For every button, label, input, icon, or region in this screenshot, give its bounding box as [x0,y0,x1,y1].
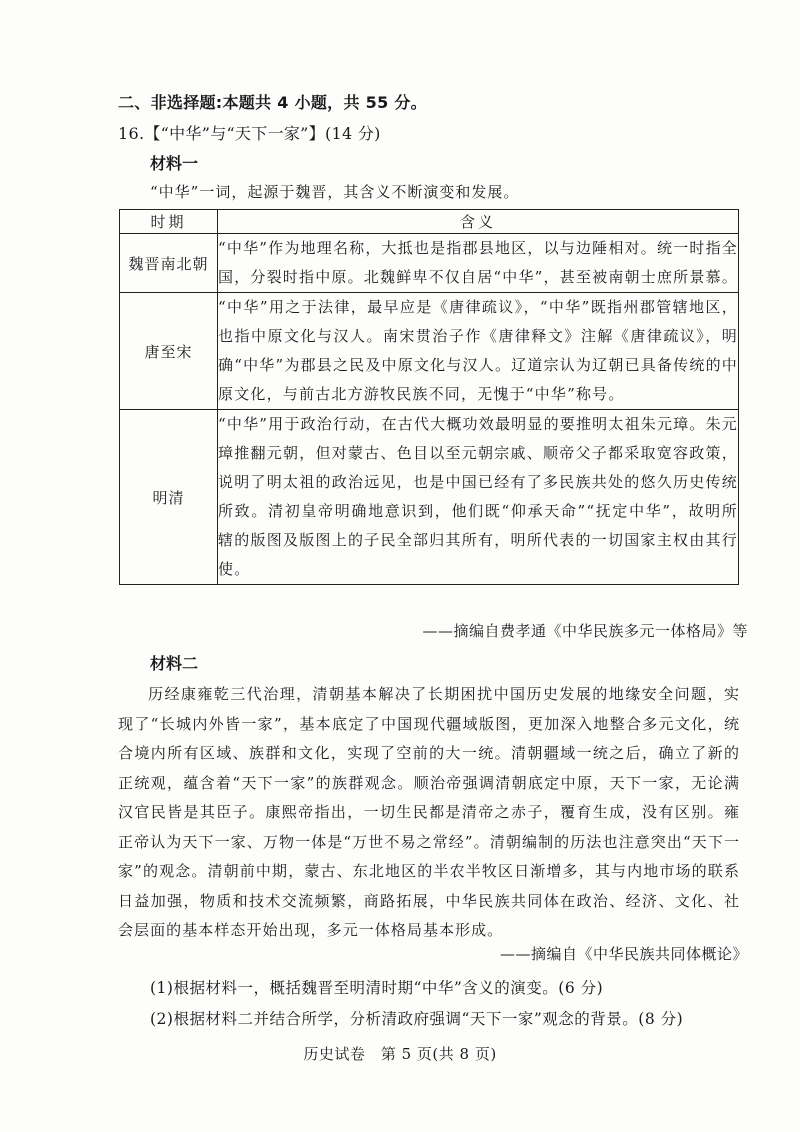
table-row [120,293,739,410]
table-cell-period: 魏晋南北朝 [120,234,218,293]
table-cell-period: 唐至宋 [120,293,218,410]
table-header-period: 时期 [120,210,218,234]
material-one-label: 材料一 [150,154,199,173]
material-two-source: ——摘编自《中华民族共同体概论》 [499,945,748,963]
table-row [120,234,739,293]
table-cell-meaning: “中华”用于政治行动，在古代大概功效最明显的要推明太祖朱元璋。朱元璋推翻元朝，但对蒙古、色目以至元朝宗戚、顺帝父子都采取宽容政策，说明了明太祖的政治远见，也是中国已经有了多民族共处的悠久历史传统所致。清初皇帝明确地意识到，他们既“仰承天命”“抚定中华”，故明所辖的版图及版图上的子民全部归其所有，明所代表的一切国家主权由其行使。 [218,410,739,585]
material-two-text: 历经康雍乾三代治理，清朝基本解决了长期困扰中国历史发展的地缘安全问题，实现了“长城内外皆一家”，基本底定了中国现代疆域版图，更加深入地整合多元文化，统合境内所有区域、族群和文化，实现了空前的大一统。清朝疆域一统之后，确立了新的正统观，蕴含着“天下一家”的族群观念。顺治帝强调清朝底定中原，天下一家，无论满汉官民皆是其臣子。康熙帝指出，一切生民都是清帝之赤子，覆育生成，没有区别。雍正帝认为天下一家、万物一体是“万世不易之常经”。清朝编制的历法也注意突出“天下一家”的观念。清朝前中期，蒙古、东北地区的半农半牧区日渐增多，其与内地市场的联系日益加强，物质和技术交流频繁，商路拓展，中华民族共同体在政治、经济、文化、社会层面的基本样态开始出现，多元一体格局基本形成。 [118,685,740,939]
table-cell-period: 明清 [120,410,218,585]
material-one-source: ——摘编自费孝通《中华民族多元一体格局》等 [422,622,748,640]
table-cell-meaning: “中华”作为地理名称，大抵也是指郡县地区，以与边陲相对。统一时指全国，分裂时指中原。北魏鲜卑不仅自居“中华”，甚至被南朝士庶所景慕。 [218,234,739,293]
table-cell-meaning: “中华”用之于法律，最早应是《唐律疏议》，“中华”既指州郡管辖地区，也指中原文化与汉人。南宋贯治子作《唐律释文》注解《唐律疏议》，明确“中华”为郡县之民及中原文化与汉人。辽道宗认为辽朝已具备传统的中原文化，与前古北方游牧民族不同，无愧于“中华”称号。 [218,293,739,410]
question-title: 16.【“中华”与“天下一家”】(14 分) [118,124,381,143]
table-header-meaning: 含义 [218,210,739,234]
subquestion-2: (2)根据材料二并结合所学，分析清政府强调“天下一家”观念的背景。(8 分) [150,1010,684,1028]
material-one-intro: “中华”一词，起源于魏晋，其含义不断演变和发展。 [150,183,520,201]
subquestion-1: (1)根据材料一，概括魏晋至明清时期“中华”含义的演变。(6 分) [150,979,604,997]
section-heading: 二、非选择题:本题共 4 小题，共 55 分。 [118,93,427,112]
table-header-row [120,210,739,234]
material-one-table [119,209,739,585]
table-row [120,410,739,585]
page-footer: 历史试卷 第 5 页(共 8 页) [303,1045,497,1063]
material-two-label: 材料二 [150,654,199,673]
